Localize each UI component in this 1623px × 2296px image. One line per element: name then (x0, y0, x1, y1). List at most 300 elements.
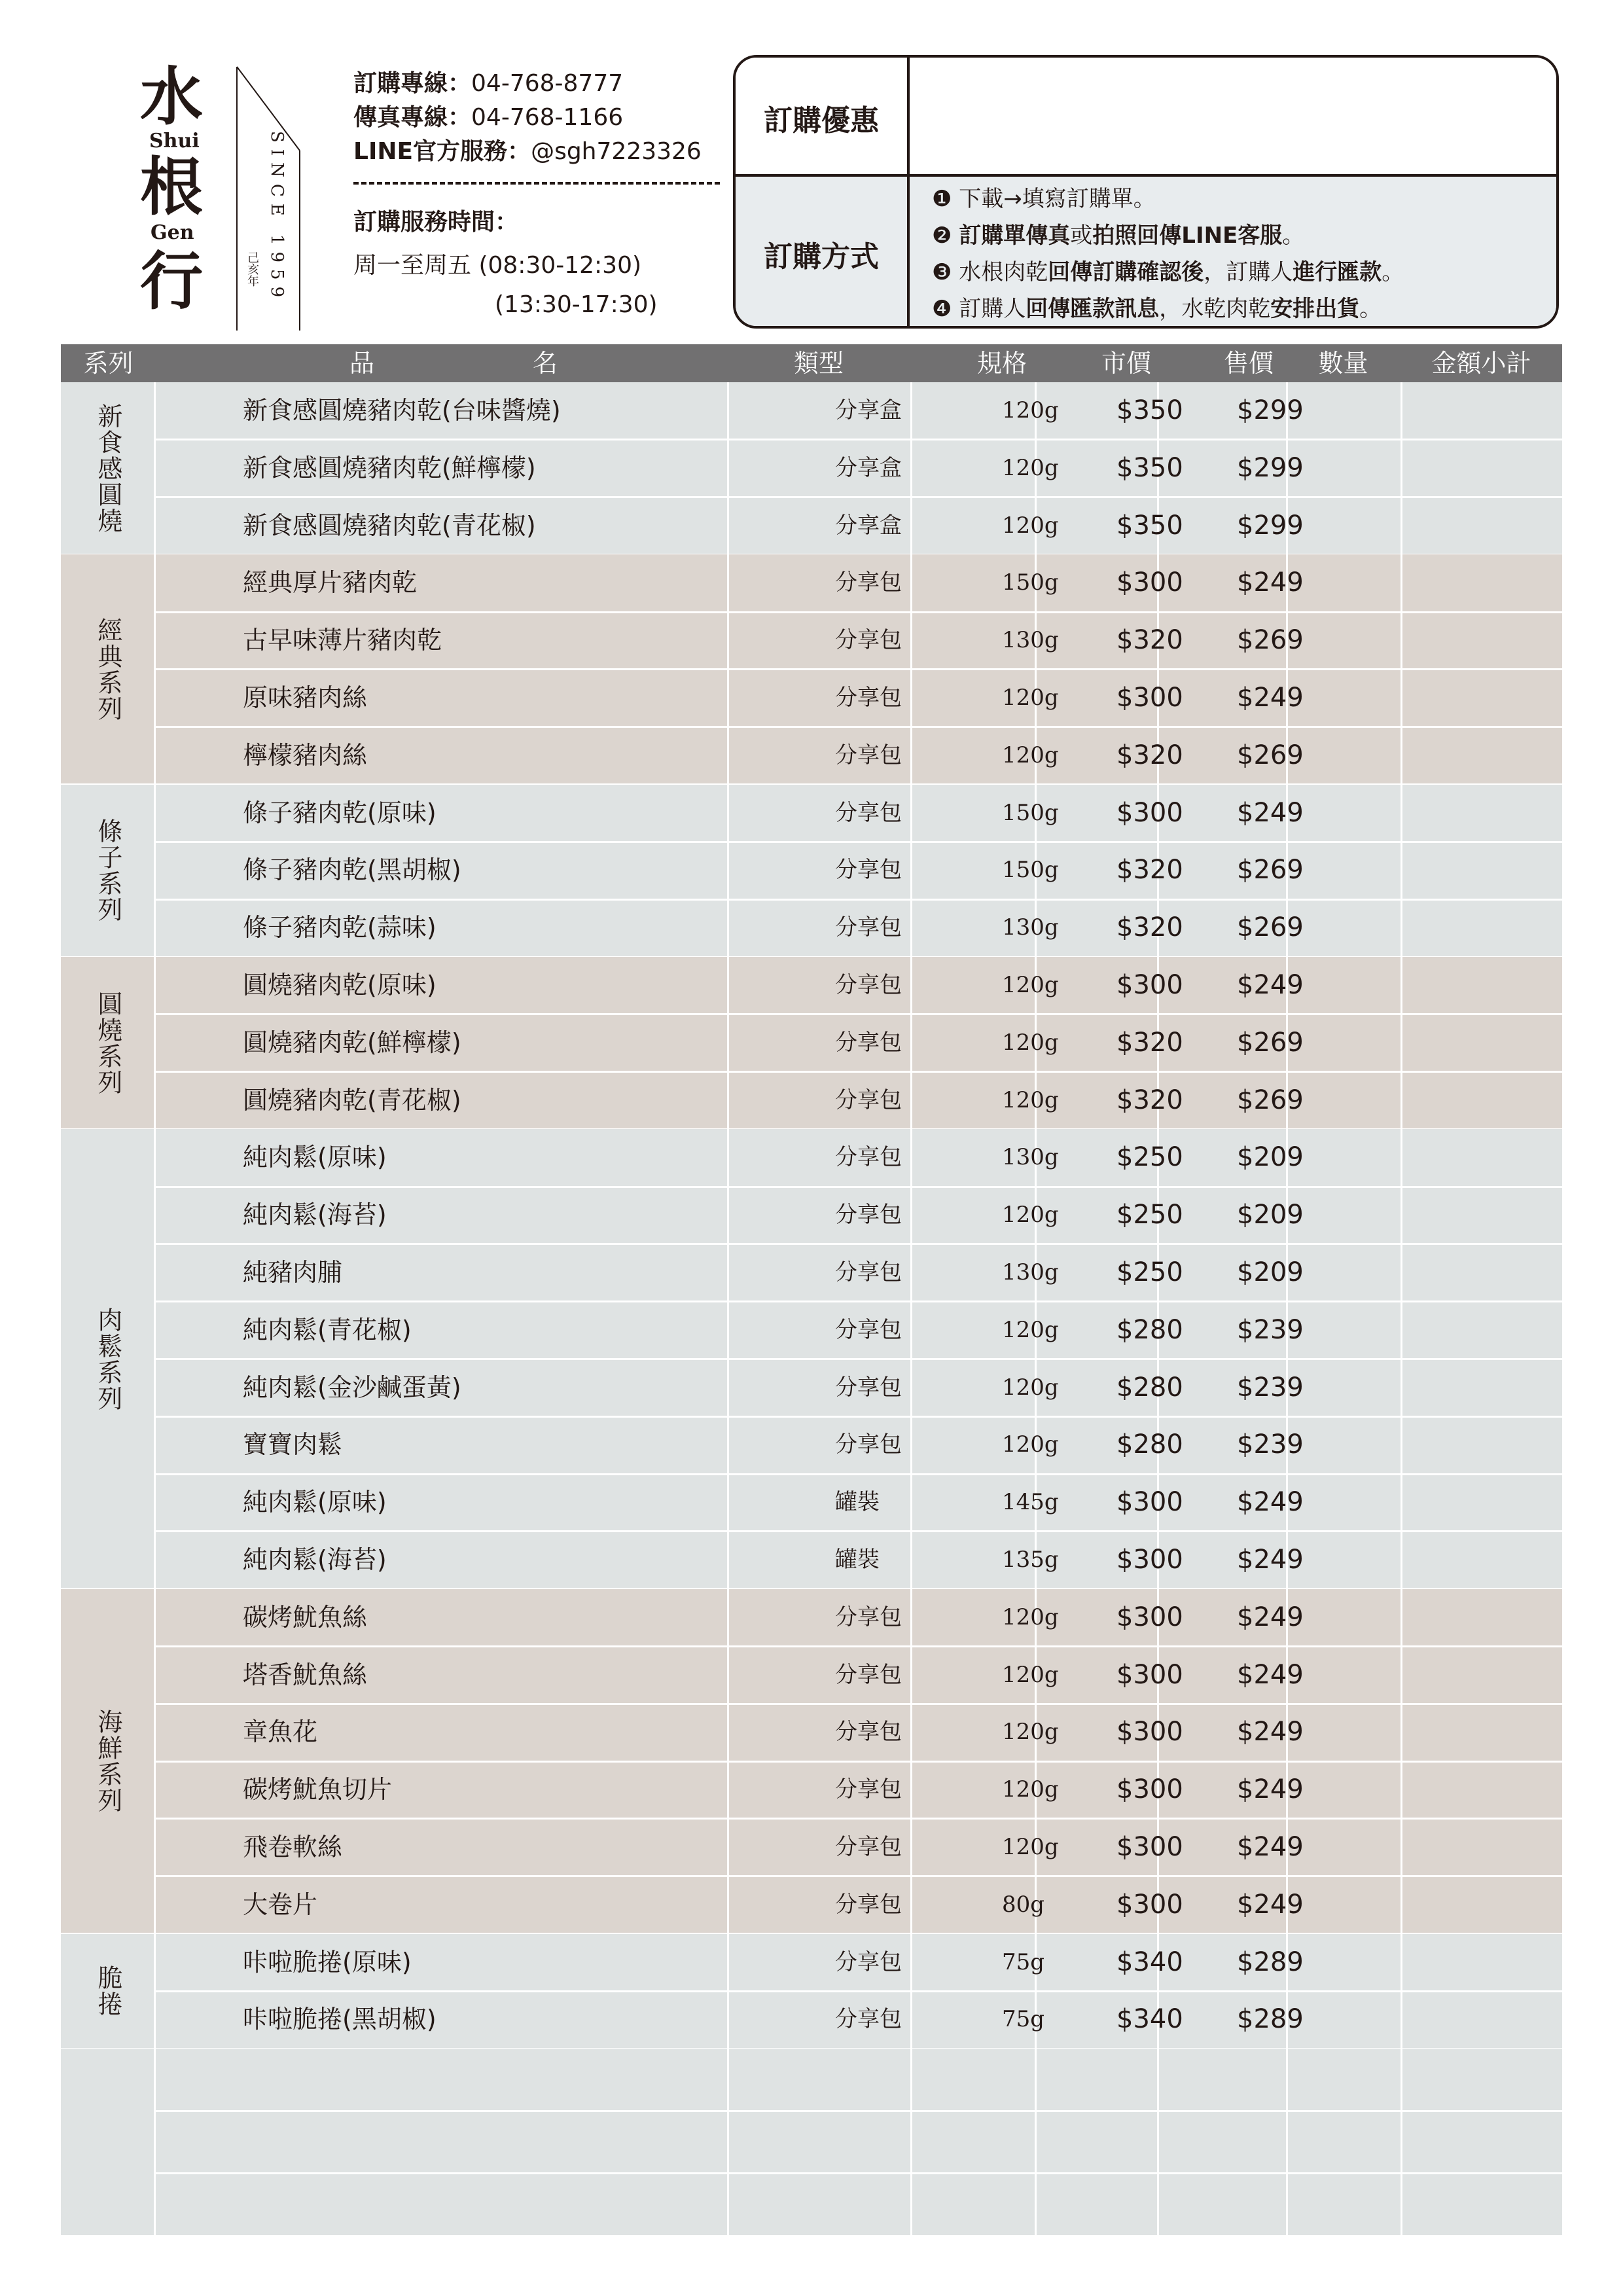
product-type: 分享包 (835, 914, 902, 941)
quantity-cell[interactable] (1288, 727, 1400, 785)
row-divider (156, 1013, 1562, 1015)
product-type: 分享包 (835, 972, 902, 998)
row-divider (156, 899, 1562, 901)
product-spec: 150g (1002, 799, 1059, 826)
market-price: $320 (1116, 625, 1183, 656)
subtotal-cell[interactable] (1402, 1876, 1562, 1934)
product-name: 純肉鬆(青花椒) (243, 1315, 412, 1344)
table-row (156, 1474, 1562, 1532)
product-spec: 75g (1002, 1948, 1045, 1975)
product-name: 圓燒豬肉乾(原味) (243, 971, 437, 999)
subtotal-cell[interactable] (1402, 2173, 1562, 2235)
product-spec: 120g (1002, 512, 1059, 539)
product-spec: 135g (1002, 1546, 1059, 1573)
series-group (61, 1589, 1562, 1934)
product-name: 圓燒豬肉乾(青花椒) (243, 1085, 461, 1115)
subtotal-cell[interactable] (1402, 1647, 1562, 1704)
sale-price: $299 (1237, 452, 1304, 483)
row-divider (156, 1990, 1562, 1992)
logo-char-gen: 根 (140, 150, 203, 224)
table-row (156, 1129, 1562, 1187)
row-divider (156, 439, 1562, 440)
series-group (61, 554, 1562, 784)
order-line (353, 65, 623, 102)
series-label: 條子系列 (93, 818, 122, 924)
product-name: 純肉鬆(原味) (243, 1143, 387, 1172)
quantity-cell[interactable] (1288, 554, 1400, 612)
row-divider (156, 1703, 1562, 1705)
subtotal-cell[interactable] (1402, 1532, 1562, 1589)
series-label: 新食感圓燒 (93, 403, 122, 534)
line-id: @sgh7223326 (531, 138, 702, 165)
row-divider (156, 1761, 1562, 1763)
row-divider (156, 726, 1562, 728)
step-3-strong-b: 進行匯款 (1293, 259, 1382, 285)
product-spec: 130g (1002, 1259, 1059, 1285)
product-name: 條子豬肉乾(蒜味) (243, 913, 437, 942)
product-name: 咔啦脆捲(黑胡椒) (243, 2005, 437, 2034)
table-row (156, 785, 1562, 842)
sale-price: $299 (1237, 510, 1304, 541)
market-price: $350 (1116, 452, 1183, 483)
order-line-number: 04-768-8777 (471, 70, 624, 97)
product-type: 分享包 (835, 799, 902, 826)
product-type: 分享包 (835, 1891, 902, 1918)
step-3-a: ❸ 水根肉乾 (932, 259, 1048, 285)
table-row (156, 842, 1562, 899)
subtotal-cell[interactable] (1402, 554, 1562, 612)
quantity-cell[interactable] (1288, 1416, 1400, 1474)
table-header (61, 344, 1562, 382)
subtotal-cell[interactable] (1402, 670, 1562, 727)
logo-year-note: 己亥年 (245, 251, 259, 287)
product-name: 檸檬豬肉絲 (243, 740, 368, 770)
quantity-cell[interactable] (1288, 2111, 1400, 2173)
subtotal-cell[interactable] (1402, 440, 1562, 497)
sale-price: $249 (1237, 567, 1304, 598)
quantity-cell[interactable] (1288, 899, 1400, 957)
header-quantity: 數量 (1318, 349, 1368, 378)
quantity-cell[interactable] (1288, 1072, 1400, 1130)
header-type: 類型 (793, 349, 844, 378)
subtotal-cell[interactable] (1402, 1014, 1562, 1072)
sale-price: $249 (1237, 1602, 1304, 1632)
series-group (61, 382, 1562, 554)
product-name: 純肉鬆(海苔) (243, 1200, 387, 1230)
header-subtotal: 金額小計 (1431, 349, 1531, 378)
market-price: $300 (1116, 1544, 1183, 1575)
market-price: $320 (1116, 740, 1183, 770)
table-row (156, 1416, 1562, 1474)
product-name: 寶寶肉鬆 (243, 1430, 343, 1460)
header-name-2: 名 (532, 349, 558, 378)
step-4-a: ❹ 訂購人 (932, 296, 1026, 322)
sale-price: $249 (1237, 797, 1304, 828)
product-type: 分享包 (835, 684, 902, 711)
table-row (156, 1014, 1562, 1072)
quantity-cell[interactable] (1288, 1819, 1400, 1876)
product-type: 分享包 (835, 1604, 902, 1630)
table-row (156, 670, 1562, 727)
quantity-cell[interactable] (1288, 957, 1400, 1014)
quantity-cell[interactable] (1288, 1474, 1400, 1532)
blank-group (61, 2049, 1562, 2235)
market-price: $250 (1116, 1200, 1183, 1230)
line-label: LINE官方服務： (353, 138, 531, 165)
quantity-cell[interactable] (1288, 1244, 1400, 1302)
quantity-cell[interactable] (1288, 382, 1400, 440)
step-3-mid: ，訂購人 (1204, 259, 1293, 285)
product-type: 罐裝 (835, 1489, 880, 1516)
subtotal-cell[interactable] (1402, 612, 1562, 670)
table-row (156, 1819, 1562, 1876)
hours-label (353, 204, 518, 241)
product-type: 分享包 (835, 1948, 902, 1975)
product-spec: 120g (1002, 1374, 1059, 1401)
subtotal-cell[interactable] (1402, 1589, 1562, 1647)
series-group (61, 1934, 1562, 2049)
subtotal-cell[interactable] (1402, 497, 1562, 555)
quantity-cell[interactable] (1288, 1187, 1400, 1244)
sale-price: $249 (1237, 1774, 1304, 1805)
step-2-strong-b: 拍照回傳LINE客服 (1092, 223, 1283, 249)
market-price: $340 (1116, 2004, 1183, 2035)
product-spec: 120g (1002, 1604, 1059, 1630)
table-row (156, 1302, 1562, 1359)
row-divider (156, 1473, 1562, 1475)
market-price: $300 (1116, 567, 1183, 598)
product-name: 章魚花 (243, 1717, 318, 1747)
sale-price: $289 (1237, 2004, 1304, 2035)
product-name: 新食感圓燒豬肉乾(鮮檸檬) (243, 453, 536, 482)
header-series: 系列 (83, 349, 134, 378)
product-name: 新食感圓燒豬肉乾(台味醬燒) (243, 396, 561, 425)
step-2-end: 。 (1282, 223, 1305, 249)
table-row (156, 1359, 1562, 1417)
blank-row (156, 2111, 1562, 2173)
product-spec: 130g (1002, 627, 1059, 654)
fax-line (353, 99, 623, 136)
sale-price: $299 (1237, 395, 1304, 425)
sale-price: $249 (1237, 1544, 1304, 1575)
market-price: $280 (1116, 1372, 1183, 1403)
step-2-mid: 或 (1070, 223, 1093, 249)
product-type: 分享盒 (835, 512, 902, 539)
subtotal-cell[interactable] (1402, 1359, 1562, 1417)
table-row (156, 382, 1562, 440)
subtotal-cell[interactable] (1402, 2111, 1562, 2173)
product-spec: 120g (1002, 972, 1059, 998)
quantity-cell[interactable] (1288, 1647, 1400, 1704)
step-2-num: ❷ (932, 223, 959, 249)
sale-price: $269 (1237, 855, 1304, 886)
quantity-cell[interactable] (1288, 1129, 1400, 1187)
series-label-cell (61, 554, 154, 784)
market-price: $300 (1116, 1717, 1183, 1748)
quantity-cell[interactable] (1288, 1761, 1400, 1819)
series-label: 海鮮系列 (93, 1709, 122, 1814)
logo-char-shui: 水 (140, 60, 203, 134)
quantity-cell[interactable] (1288, 785, 1400, 842)
product-name: 純肉鬆(原味) (243, 1488, 387, 1517)
quantity-cell[interactable] (1288, 1934, 1400, 1992)
sale-price: $249 (1237, 1717, 1304, 1748)
dashed-divider (353, 182, 720, 185)
table-row (156, 497, 1562, 555)
product-spec: 120g (1002, 742, 1059, 768)
product-name: 大卷片 (243, 1890, 318, 1919)
order-step-4 (932, 291, 1382, 323)
subtotal-cell[interactable] (1402, 1072, 1562, 1130)
market-price: $320 (1116, 1085, 1183, 1115)
product-spec: 120g (1002, 1661, 1059, 1688)
quantity-cell[interactable] (1288, 1991, 1400, 2049)
quantity-cell[interactable] (1288, 1532, 1400, 1589)
series-group (61, 1129, 1562, 1588)
quantity-cell[interactable] (1288, 1876, 1400, 1934)
sale-price: $269 (1237, 1085, 1304, 1115)
row-divider (156, 2172, 1562, 2174)
product-spec: 120g (1002, 1776, 1059, 1803)
product-type: 分享包 (835, 1202, 902, 1229)
market-price: $320 (1116, 1027, 1183, 1058)
subtotal-cell[interactable] (1402, 1704, 1562, 1761)
row-divider (156, 668, 1562, 670)
product-type: 分享包 (835, 857, 902, 884)
header-spec: 規格 (976, 349, 1027, 378)
logo-since: SINCE 1959 (267, 131, 287, 304)
promo-label: 訂購優惠 (764, 104, 879, 137)
table-row (156, 554, 1562, 612)
product-spec: 120g (1002, 1431, 1059, 1458)
series-label: 經典系列 (93, 617, 122, 722)
sale-price: $269 (1237, 740, 1304, 770)
subtotal-cell[interactable] (1402, 785, 1562, 842)
subtotal-cell[interactable] (1402, 1761, 1562, 1819)
product-type: 分享包 (835, 742, 902, 768)
step-1-text: ❶ 下載→填寫訂購單。 (932, 186, 1156, 212)
method-label: 訂購方式 (764, 240, 879, 274)
subtotal-cell[interactable] (1402, 842, 1562, 899)
quantity-cell[interactable] (1288, 440, 1400, 497)
market-price: $250 (1116, 1257, 1183, 1287)
series-group (61, 957, 1562, 1129)
row-divider (156, 1875, 1562, 1877)
product-type: 分享包 (835, 569, 902, 596)
row-divider (156, 1818, 1562, 1820)
product-name: 新食感圓燒豬肉乾(青花椒) (243, 511, 536, 540)
product-type: 分享包 (835, 2006, 902, 2033)
product-type: 分享包 (835, 1259, 902, 1285)
product-name: 碳烤魷魚切片 (243, 1775, 393, 1804)
row-divider (156, 1530, 1562, 1532)
sale-price: $209 (1237, 1257, 1304, 1287)
product-spec: 120g (1002, 397, 1059, 423)
logo-char-hang: 行 (140, 244, 203, 318)
table-row (156, 1934, 1562, 1992)
subtotal-cell[interactable] (1402, 1302, 1562, 1359)
table-row (156, 1072, 1562, 1130)
subtotal-cell[interactable] (1402, 1416, 1562, 1474)
product-table (61, 382, 1562, 2219)
series-label-cell (61, 2049, 154, 2235)
series-label-cell (61, 1589, 154, 1934)
table-row (156, 1647, 1562, 1704)
subtotal-cell[interactable] (1402, 1819, 1562, 1876)
sale-price: $239 (1237, 1372, 1304, 1403)
series-label: 圓燒系列 (93, 990, 122, 1096)
product-spec: 120g (1002, 1719, 1059, 1746)
subtotal-cell[interactable] (1402, 1991, 1562, 2049)
product-name: 純肉鬆(金沙鹹蛋黃) (243, 1372, 461, 1402)
subtotal-cell[interactable] (1402, 2049, 1562, 2111)
market-price: $300 (1116, 682, 1183, 713)
subtotal-cell[interactable] (1402, 1934, 1562, 1992)
product-spec: 75g (1002, 2006, 1045, 2033)
table-row (156, 1244, 1562, 1302)
product-name: 純肉鬆(海苔) (243, 1545, 387, 1574)
series-label: 脆捲 (93, 1965, 122, 2018)
table-row (156, 1876, 1562, 1934)
subtotal-cell[interactable] (1402, 727, 1562, 785)
product-type: 分享包 (835, 1086, 902, 1113)
subtotal-cell[interactable] (1402, 382, 1562, 440)
subtotal-cell[interactable] (1402, 1474, 1562, 1532)
product-type: 分享包 (835, 1719, 902, 1746)
product-type: 分享包 (835, 1661, 902, 1688)
product-name: 飛卷軟絲 (243, 1832, 343, 1861)
sale-price: $269 (1237, 912, 1304, 943)
row-divider (156, 1300, 1562, 1302)
blank-row (156, 2173, 1562, 2235)
subtotal-cell[interactable] (1402, 1244, 1562, 1302)
quantity-cell[interactable] (1288, 670, 1400, 727)
order-box-divider (907, 58, 910, 326)
header-sale-price: 售價 (1223, 349, 1274, 378)
sale-price: $249 (1237, 1487, 1304, 1518)
row-divider (156, 2110, 1562, 2112)
product-name: 塔香魷魚絲 (243, 1660, 368, 1689)
fax-number: 04-768-1166 (471, 104, 624, 131)
product-type: 分享包 (835, 1316, 902, 1343)
product-type: 分享包 (835, 1029, 902, 1056)
market-price: $320 (1116, 912, 1183, 943)
product-spec: 120g (1002, 1086, 1059, 1113)
subtotal-cell[interactable] (1402, 899, 1562, 957)
product-spec: 150g (1002, 857, 1059, 884)
logo-latin-shui: Shui (149, 130, 200, 152)
product-spec: 120g (1002, 1202, 1059, 1229)
product-spec: 145g (1002, 1489, 1059, 1516)
series-label: 肉鬆系列 (93, 1306, 122, 1412)
order-step-3 (932, 254, 1404, 286)
sale-price: $239 (1237, 1429, 1304, 1460)
hours-weekday: 周一至周五 (08:30-12:30) (353, 252, 642, 279)
step-3-strong-a: 回傳訂購確認後 (1048, 259, 1204, 285)
product-type: 分享包 (835, 1431, 902, 1458)
step-3-end: 。 (1382, 259, 1404, 285)
table-row (156, 612, 1562, 670)
quantity-cell[interactable] (1288, 1704, 1400, 1761)
series-label-cell (61, 957, 154, 1129)
sale-price: $209 (1237, 1200, 1304, 1230)
subtotal-cell[interactable] (1402, 1187, 1562, 1244)
product-type: 分享包 (835, 1144, 902, 1171)
product-type: 罐裝 (835, 1546, 880, 1573)
quantity-cell[interactable] (1288, 1302, 1400, 1359)
product-type: 分享包 (835, 627, 902, 654)
series-label-cell (61, 1129, 154, 1588)
product-name: 碳烤魷魚絲 (243, 1602, 368, 1632)
subtotal-cell[interactable] (1402, 957, 1562, 1014)
quantity-cell[interactable] (1288, 842, 1400, 899)
product-name: 條子豬肉乾(原味) (243, 798, 437, 827)
sale-price: $249 (1237, 1889, 1304, 1920)
quantity-cell[interactable] (1288, 1014, 1400, 1072)
order-info-box (733, 55, 1559, 329)
market-price: $300 (1116, 1602, 1183, 1632)
product-spec: 120g (1002, 1316, 1059, 1343)
sale-price: $269 (1237, 1027, 1304, 1058)
quantity-cell[interactable] (1288, 2173, 1400, 2235)
fax-label: 傳真專線： (353, 104, 472, 131)
product-name: 圓燒豬肉乾(鮮檸檬) (243, 1028, 461, 1057)
subtotal-cell[interactable] (1402, 1129, 1562, 1187)
table-row (156, 727, 1562, 785)
quantity-cell[interactable] (1288, 1589, 1400, 1647)
table-row (156, 1761, 1562, 1819)
sale-price: $269 (1237, 625, 1304, 656)
product-spec: 120g (1002, 1029, 1059, 1056)
logo-latin-gen: Gen (151, 221, 194, 244)
quantity-cell[interactable] (1288, 497, 1400, 555)
market-price: $300 (1116, 1487, 1183, 1518)
market-price: $280 (1116, 1429, 1183, 1460)
sale-price: $249 (1237, 682, 1304, 713)
product-type: 分享盒 (835, 454, 902, 481)
series-label-cell (61, 785, 154, 957)
row-divider (156, 1243, 1562, 1245)
quantity-cell[interactable] (1288, 2049, 1400, 2111)
product-type: 分享盒 (835, 397, 902, 423)
product-type: 分享包 (835, 1374, 902, 1401)
market-price: $300 (1116, 1889, 1183, 1920)
product-name: 古早味薄片豬肉乾 (243, 626, 442, 655)
step-4-strong-b: 安排出貨 (1270, 296, 1360, 322)
row-divider (156, 1645, 1562, 1647)
series-group (61, 785, 1562, 957)
product-type: 分享包 (835, 1776, 902, 1803)
table-row (156, 1589, 1562, 1647)
product-spec: 120g (1002, 1833, 1059, 1860)
market-price: $350 (1116, 395, 1183, 425)
order-step-2 (932, 217, 1304, 249)
quantity-cell[interactable] (1288, 1359, 1400, 1417)
market-price: $300 (1116, 1774, 1183, 1805)
market-price: $250 (1116, 1142, 1183, 1173)
table-row (156, 899, 1562, 957)
product-spec: 130g (1002, 914, 1059, 941)
header-name-1: 品 (349, 349, 374, 378)
market-price: $280 (1116, 1314, 1183, 1345)
step-4-strong-a: 回傳匯款訊息 (1026, 296, 1160, 322)
sale-price: $239 (1237, 1314, 1304, 1345)
market-price: $300 (1116, 970, 1183, 1000)
row-divider (156, 1186, 1562, 1188)
table-row (156, 440, 1562, 497)
hours-afternoon: (13:30-17:30) (495, 291, 658, 318)
quantity-cell[interactable] (1288, 612, 1400, 670)
